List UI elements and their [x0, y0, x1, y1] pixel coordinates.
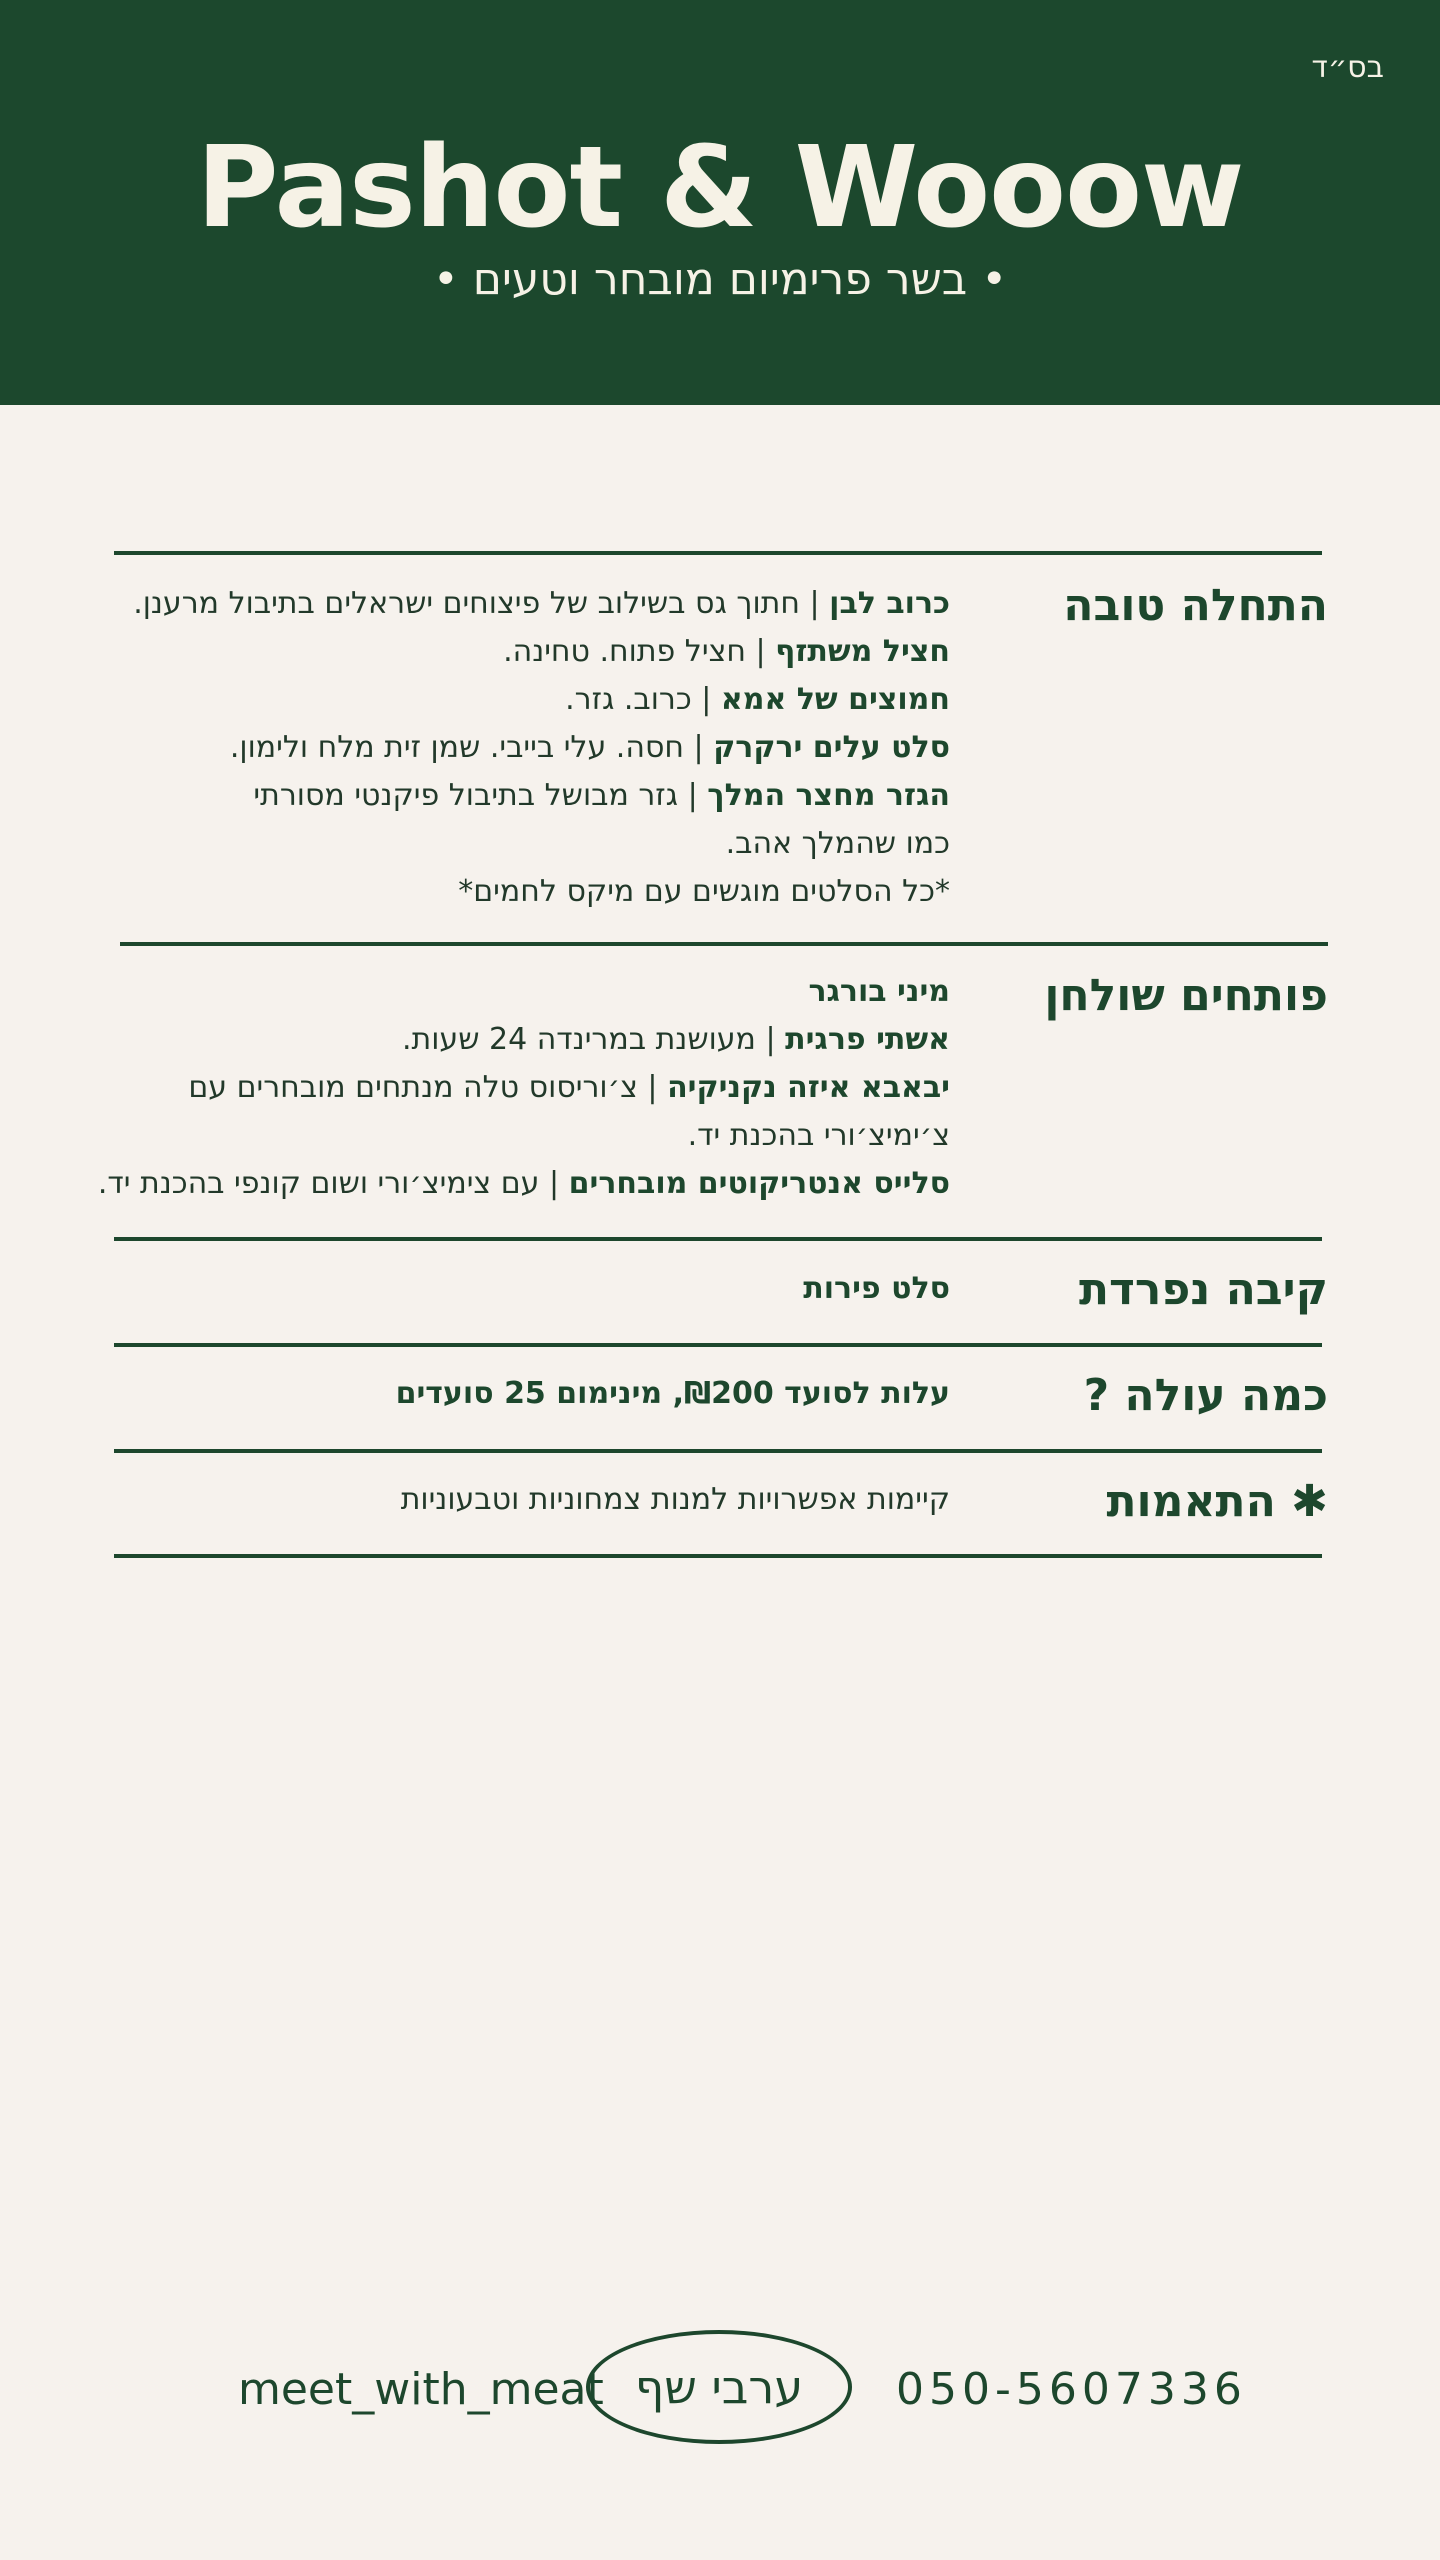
menu-note: *כל הסלטים מוגשים עם מיקס לחמים*	[458, 874, 950, 909]
menu-item: הגזר מחצר המלך | גזר מבושל בתיבול פיקנטי מסורתי	[253, 778, 950, 813]
menu-item: חציל משתזף | חציל פתוח. טחינה.	[503, 634, 950, 669]
menu-item: סלייס אנטריקוטים מובחרים | עם צימיצ׳ורי ושום קונפי בהכנת יד.	[97, 1166, 950, 1201]
divider-1	[120, 942, 1328, 946]
section-body-price	[50, 1370, 950, 1418]
section-body-adjustments	[50, 1476, 950, 1524]
section-title-adjustments: ✱ התאמות	[1106, 1476, 1328, 1527]
divider-2	[114, 1237, 1322, 1241]
menu-item-continued: כמו שהמלך אהב.	[725, 826, 950, 861]
divider-top	[114, 551, 1322, 555]
adjustment-note: קיימות אפשרויות למנות צמחוניות וטבעוניות	[400, 1482, 950, 1517]
divider-3	[114, 1343, 1322, 1347]
section-title-price: כמה עולה ?	[1083, 1370, 1328, 1421]
section-title-dessert: קיבה נפרדת	[1078, 1264, 1328, 1315]
menu-item: חמוצים של אמא | כרוב. גזר.	[565, 682, 950, 717]
bsd-mark: בס״ד	[1311, 50, 1384, 85]
section-title-open-table: פותחים שולחן	[1044, 970, 1328, 1021]
brand-name: ערבי שף	[634, 2360, 804, 2414]
divider-4	[114, 1449, 1322, 1453]
brand-logo	[586, 2330, 852, 2444]
section-body-open-table	[50, 968, 950, 1208]
page-title: Pashot & Wooow	[196, 123, 1244, 253]
instagram-handle: meet_with_meat	[238, 2364, 604, 2415]
menu-item: יבאבא איזה נקניקיה | צ׳וריסוס טלה מנתחים מובחרים עם	[188, 1070, 950, 1105]
menu-item: מיני בורגר	[808, 974, 950, 1009]
menu-item: סלט פירות	[803, 1271, 950, 1306]
menu-item: כרוב לבן | חתוך גס בשילוב של פיצוחים ישראלים בתיבול מרענן.	[133, 586, 950, 621]
section-body-good-start	[50, 580, 950, 916]
header-banner	[0, 0, 1440, 405]
tagline: • בשר פרימיום מובחר וטעים •	[432, 254, 1008, 305]
menu-item: סלט עלים ירקרק | חסה. עלי בייבי. שמן זית מלח ולימון.	[229, 730, 950, 765]
section-title-good-start: התחלה טובה	[1063, 580, 1328, 631]
section-body-dessert	[50, 1265, 950, 1313]
divider-5	[114, 1554, 1322, 1558]
menu-item-continued: צ׳ימיצ׳ורי בהכנת יד.	[687, 1118, 950, 1153]
price-info: עלות לסועד ₪200, מינימום 25 סועדים	[395, 1376, 950, 1411]
phone-number: 050-5607336	[896, 2364, 1247, 2415]
menu-item: אשתי פרגית | מעושנת במרינדה 24 שעות.	[401, 1022, 950, 1057]
